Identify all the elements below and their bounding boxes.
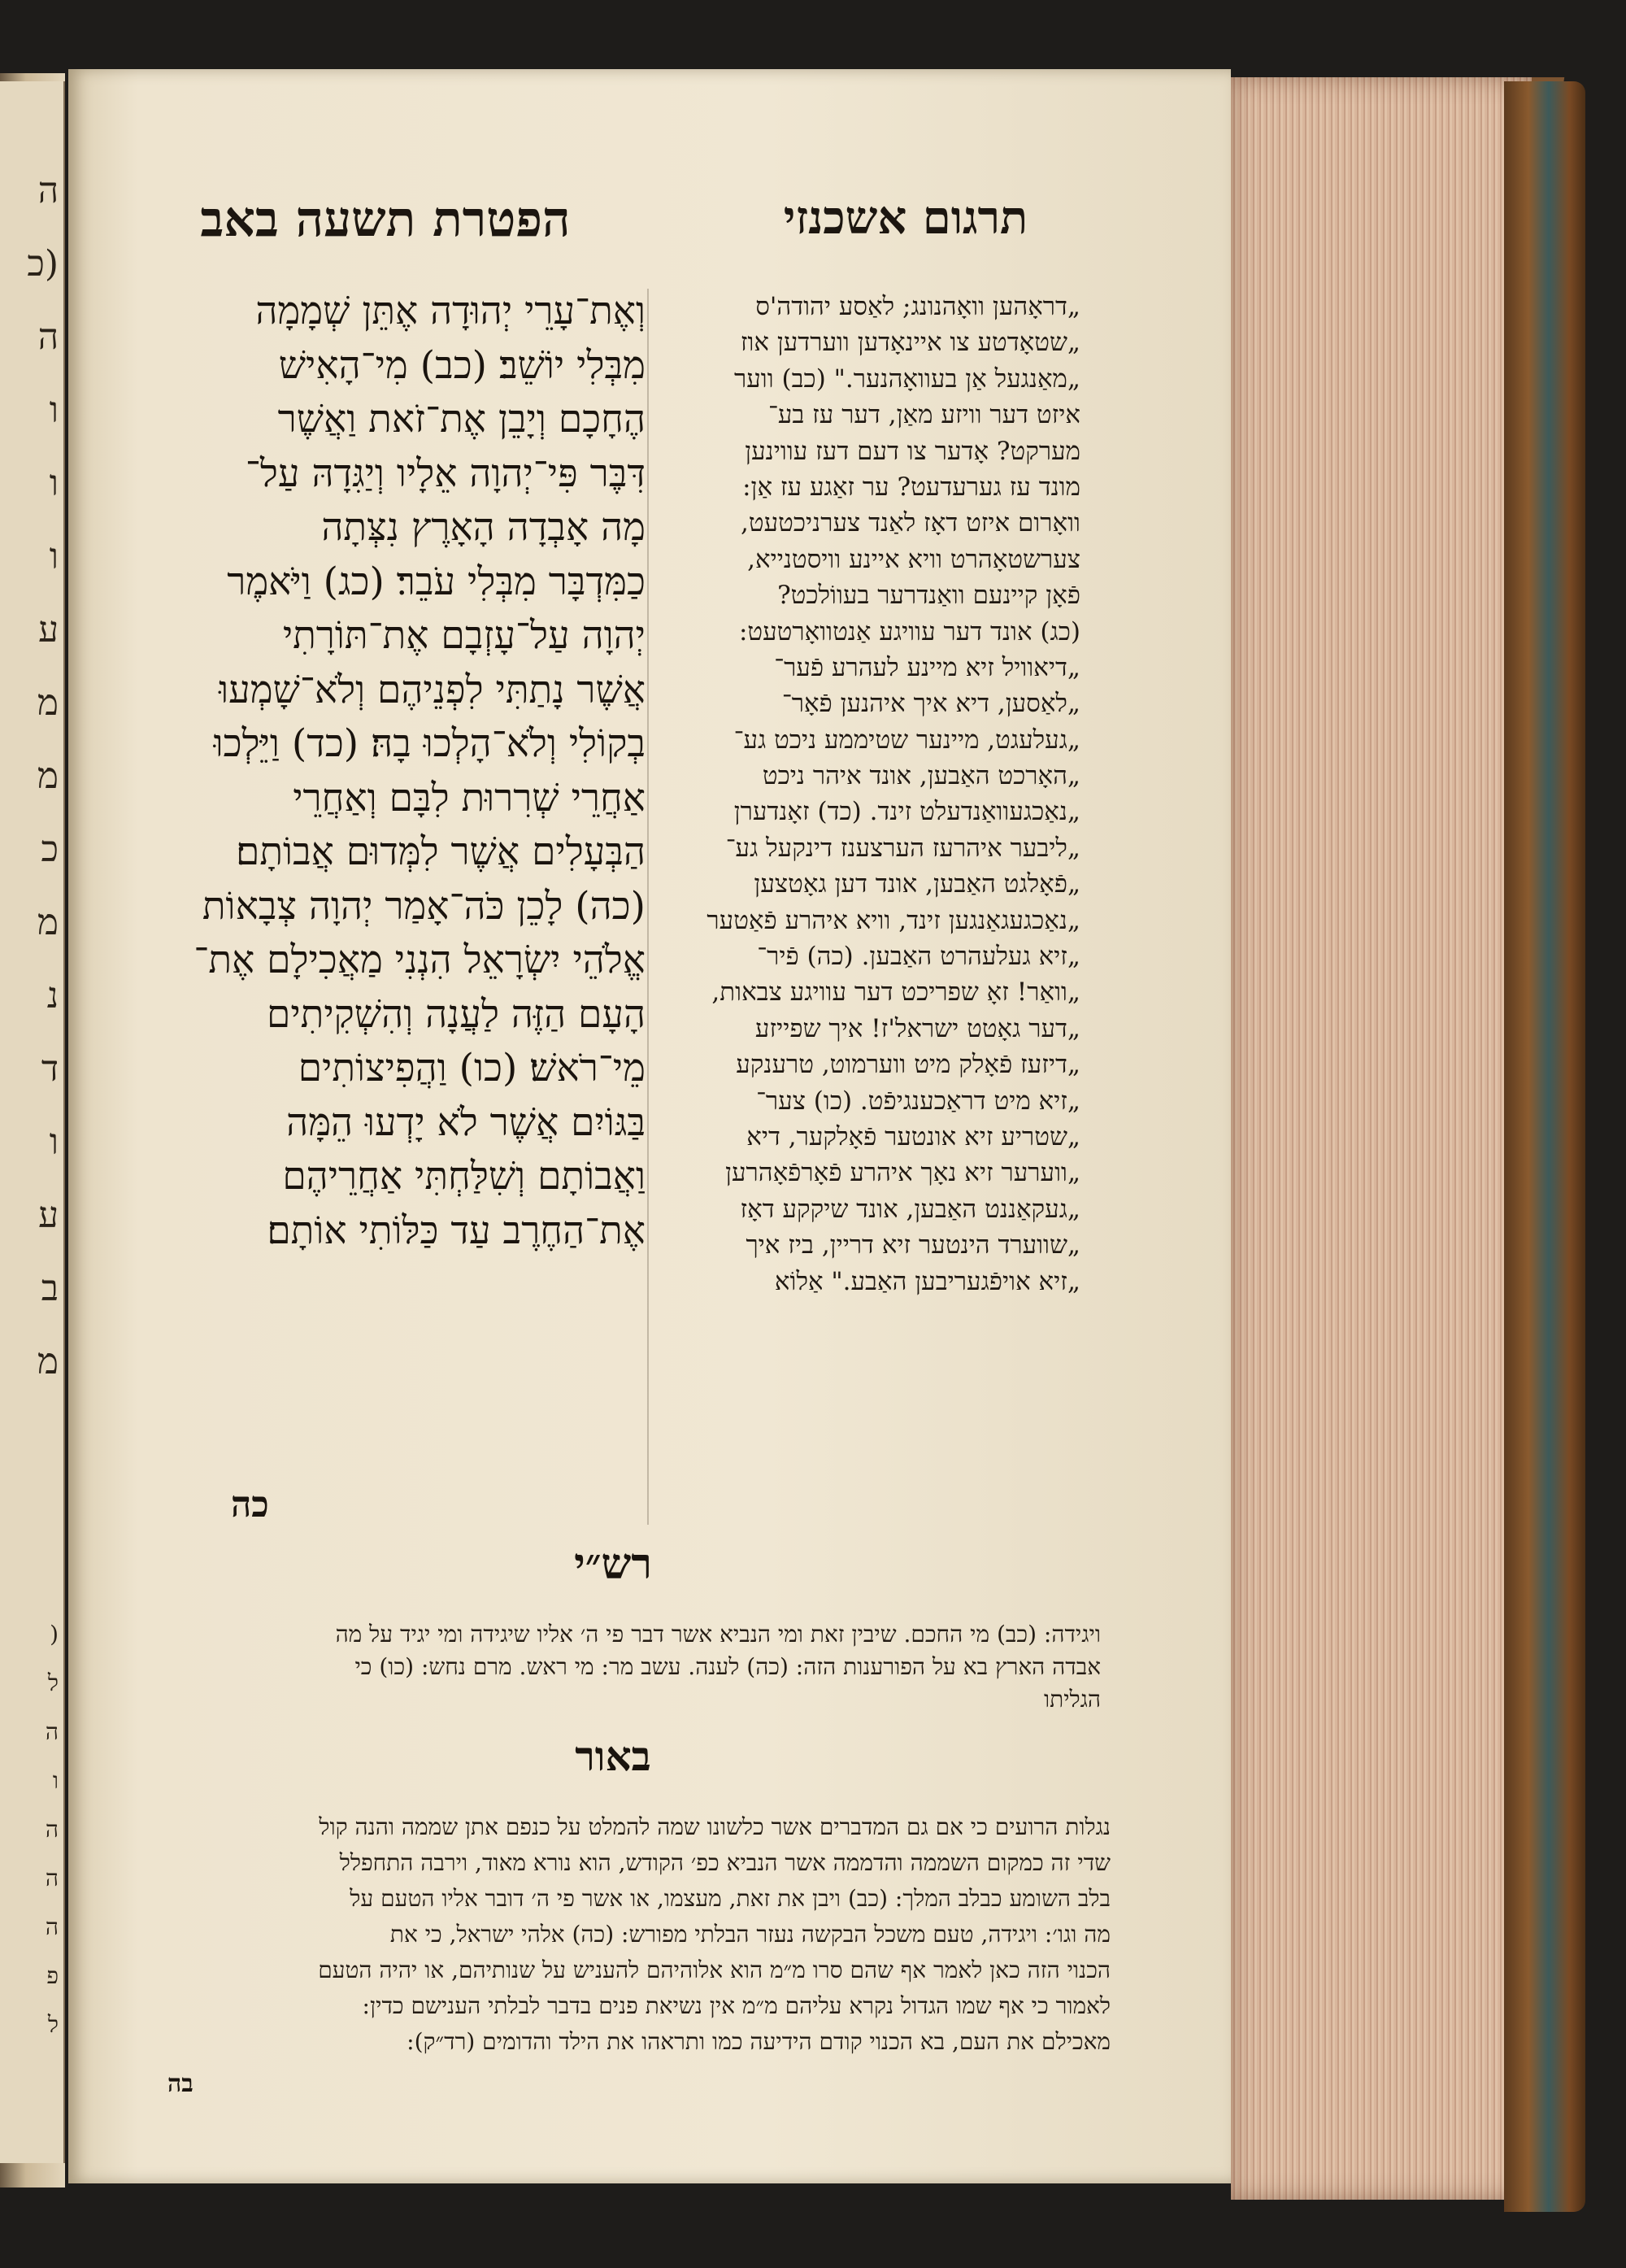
biur-commentary [143,1809,1111,2060]
yiddish-text-line: „לאַסען, דיא איך איהנען פֿאָר־ [781,689,1080,719]
rashi-text-line: הגליתו [1043,1686,1101,1713]
biur-text-line: נגלות הרועים כי אם גם המדברים אשר כלשונו שמה להמלט על כנפם אתן שממה והנה קול [319,1813,1111,1840]
biur-text-line: שדי זה כמקום השממה והדממה אשר הנביא כפ׳ הקודש, הוא נורא מאוד, וירבה התחפלל [339,1849,1111,1876]
page-catchword: בה [167,2070,193,2098]
biur-text-line: מאכילם את העם, בא הכנוי קודם הידיעה כמו ותראהו את הילד והדומים (רד״ק): [406,2028,1111,2055]
hebrew-text-line: אֱלֹהֵי יִשְׂרָאֵל הִנְנִי מַאֲכִילָם אֶת־ [193,938,646,982]
yiddish-text-line: „געלעגט, מיינער שטיממע ניכט גע־ [733,725,1080,755]
hebrew-text-line: כַמִּדְבָּר מִבְּלִי עֹבֵר׃ (כג) וַיֹּאמֶר [227,559,646,604]
hebrew-text-line: הַבְּעָלִים אֲשֶׁר לִמְּדוּם אֲבוֹתָם׃ [236,829,646,874]
running-head [158,191,1052,272]
rashi-text-line: ויגידה: (כב) מי החכם. שיבין זאת ומי הנביא אשר דבר פי ה׳ אליו שיגידה ומי יגיד על מה [335,1621,1101,1648]
hebrew-text-line: בַּגּוֹיִם אֲשֶׁר לֹא יָדְעוּ הֵמָּה [286,1099,646,1145]
yiddish-text-line: „ליבער איהרעז הערצענז דינקעל גע־ [725,833,1080,863]
yiddish-text-line: „האָרכט האַבען, אונד איהר ניכט [762,761,1080,791]
yiddish-text-line: „שווערד הינטער זיא דריין, ביז איך [746,1230,1080,1260]
biur-heading: באור [575,1732,651,1780]
yiddish-text-line: „דער גאָטט ישראל'ז! איך שפייזע [754,1013,1080,1043]
yiddish-text-line: „זיא מיט דראַכענגיפֿט. (כו) צער־ [756,1086,1080,1116]
marbled-cover [1504,81,1585,2212]
previous-page-letters: ה (כ ה ו ו ו ע מ מ כ מ נ ד ו ע ב מ [27,170,59,1382]
hebrew-text-line: מָה אָבְדָה הָאָרֶץ נִצְּתָה [321,505,646,550]
hebrew-catchword: כה [231,1484,269,1526]
yiddish-text-line: „זיא אויפֿגעריבען האַבע." אַלוֹא [774,1266,1080,1296]
previous-page-edge [0,81,65,2163]
hebrew-text-line: אַחֲרֵי שְׁרִרוּת לִבָּם וְאַחֲרֵי [293,775,646,821]
yiddish-text-line: „געקאַננט האַבען, אונד שיקקע דאָז [740,1194,1080,1224]
yiddish-text-line: „דיזעז פֿאָלק מיט ווערמוט, טרענקע [736,1050,1080,1080]
yiddish-text-line: „נאַכגעגאַנגען זינד, וויא איהרע פֿאַטער [706,905,1080,935]
biur-text-line: מה וגו׳: ויגידה, טעם משכל הבקשה נעזר הבלתי מפורש: (כה) אלהי ישראל, כי את [389,1921,1111,1948]
yiddish-text-line: מונד עז גערעדעט? ער זאַגע עז אַן: [742,472,1080,502]
hebrew-text-line: אֶת־הַחֶרֶב עַד כַּלּוֹתִי אוֹתָם׃ [267,1208,646,1253]
running-head-right-title: תרגום אשכנזי [783,191,1028,245]
hebrew-text-line: אֲשֶׁר נָתַתִּי לִפְנֵיהֶם וְלֹא־שָׁמְעוּ [219,667,646,712]
hebrew-text-line: (כה) לָכֵן כֹּה־אָמַר יְהוָה צְבָאוֹת [202,883,646,929]
yiddish-translation-column [658,289,1080,1525]
yiddish-text-line: „זיא געלעהרט האַבען. (כה) פֿיר־ [757,942,1080,972]
yiddish-text-line: „ווערער זיא נאָך איהרע פֿאָרפֿאָהרען [725,1158,1080,1188]
rashi-commentary [150,1618,1101,1716]
yiddish-text-line: איזט דער וויזע מאַן, דער עז בע־ [767,400,1080,430]
hebrew-text-column [150,285,646,1529]
biur-text-line: בלב השומע כבלב המלך: (כב) ויבן את זאת, מעצמו, או אשר פי ה׳ דובר אליו הטעם על [350,1885,1111,1912]
hebrew-text-line: יְהוָה עַל־עָזְבָם אֶת־תּוֹרָתִי [282,613,646,658]
yiddish-text-line: צערשטאָהרט וויא איינע וויסטנייא, [747,544,1080,574]
yiddish-text-line: „שטריע זיא אונטער פֿאָלקער, דיא [746,1121,1080,1151]
column-divider [647,289,649,1525]
rashi-text-line: אבדה הארץ בא על הפורענות הזה: (כה) לענה. עשב מר: מי ראש. מרם נחש: (כו) כי [354,1653,1101,1680]
yiddish-text-line: „נאַכגעוואַנדעלט זינד. (כד) זאָנדערן [733,797,1080,827]
yiddish-text-line: „דראָהען וואָהנונג; לאַסע יהודה'ס [755,292,1080,321]
biur-text-line: הכנוי הזה כאן לאמר אף שהם סרו מ״מ הוא אלוהיהם להעניש על שנותיהם, או יהיה הטעם [318,1957,1111,1983]
yiddish-text-line: מערקט? אָדער צו דעם דעז עווינען [745,436,1080,466]
yiddish-text-line: „מאַנגעל אַן בעוואָהנער." (כב) ווער [734,363,1080,394]
running-head-left-title: הפטרת תשעה באב [200,191,571,248]
rashi-heading: רש״י [574,1539,652,1589]
yiddish-text-line: „וואַר! זאָ שפריכט דער עוויגע צבאות, [711,977,1080,1008]
yiddish-text-line: וואָרום איזט דאָז לאַנד צערניכטעט, [741,508,1080,538]
yiddish-text-line: „דיאוויל זיא מיינע לעהרע פֿער־ [774,652,1080,682]
hebrew-text-line: מִבְּלִי יוֹשֵׁב׃ (כב) מִי־הָאִישׁ [278,342,646,388]
hebrew-text-line: וַאֲבוֹתָם וְשִׁלַּחְתִּי אַחֲרֵיהֶם [282,1154,646,1199]
yiddish-text-line: „שטאָדטע צו איינאָדען ווערדען אוז [740,328,1080,358]
hebrew-text-line: הָעָם הַזֶּה לַעֲנָה וְהִשְׁקִיתִים [267,991,646,1037]
yiddish-text-line: (כג) אונד דער עוויגע אַנטוואָרטעט: [738,616,1080,646]
book-page [68,69,1231,2183]
yiddish-text-line: פֿאָן קיינעם וואַנדרער בעווֹלכט? [777,581,1080,611]
hebrew-text-line: דִּבֶּר פִּי־יְהוָה אֵלָיו וְיַגִּדָהּ עַל־ [245,451,646,496]
previous-page-lower-letters: ( ל ה ו ה ה ה פ ל [45,1621,59,2038]
page-block-fore-edge [1231,77,1532,2200]
biur-text-line: לאמור כי אף שמו הגדול נקרא עליהם מ״מ אין נשיאת פנים בדבר לבלתי הענישם כדין: [362,1992,1111,2019]
hebrew-text-line: מֵי־רֹאשׁ׃ (כו) וַהֲפִיצוֹתִים [298,1046,646,1090]
hebrew-text-line: וְאֶת־עָרֵי יְהוּדָה אֶתֵּן שְׁמָמָה [255,289,646,333]
hebrew-text-line: בְקוֹלִי וְלֹא־הָלְכוּ בָהּ׃ (כד) וַיֵּלְכוּ [213,721,646,766]
yiddish-text-line: „פֿאָלגט האַבען, אונד דען גאָטצען [754,869,1080,899]
hebrew-text-line: הֶחָכָם וְיָבֵן אֶת־זֹאת וַאֲשֶׁר [277,397,646,442]
